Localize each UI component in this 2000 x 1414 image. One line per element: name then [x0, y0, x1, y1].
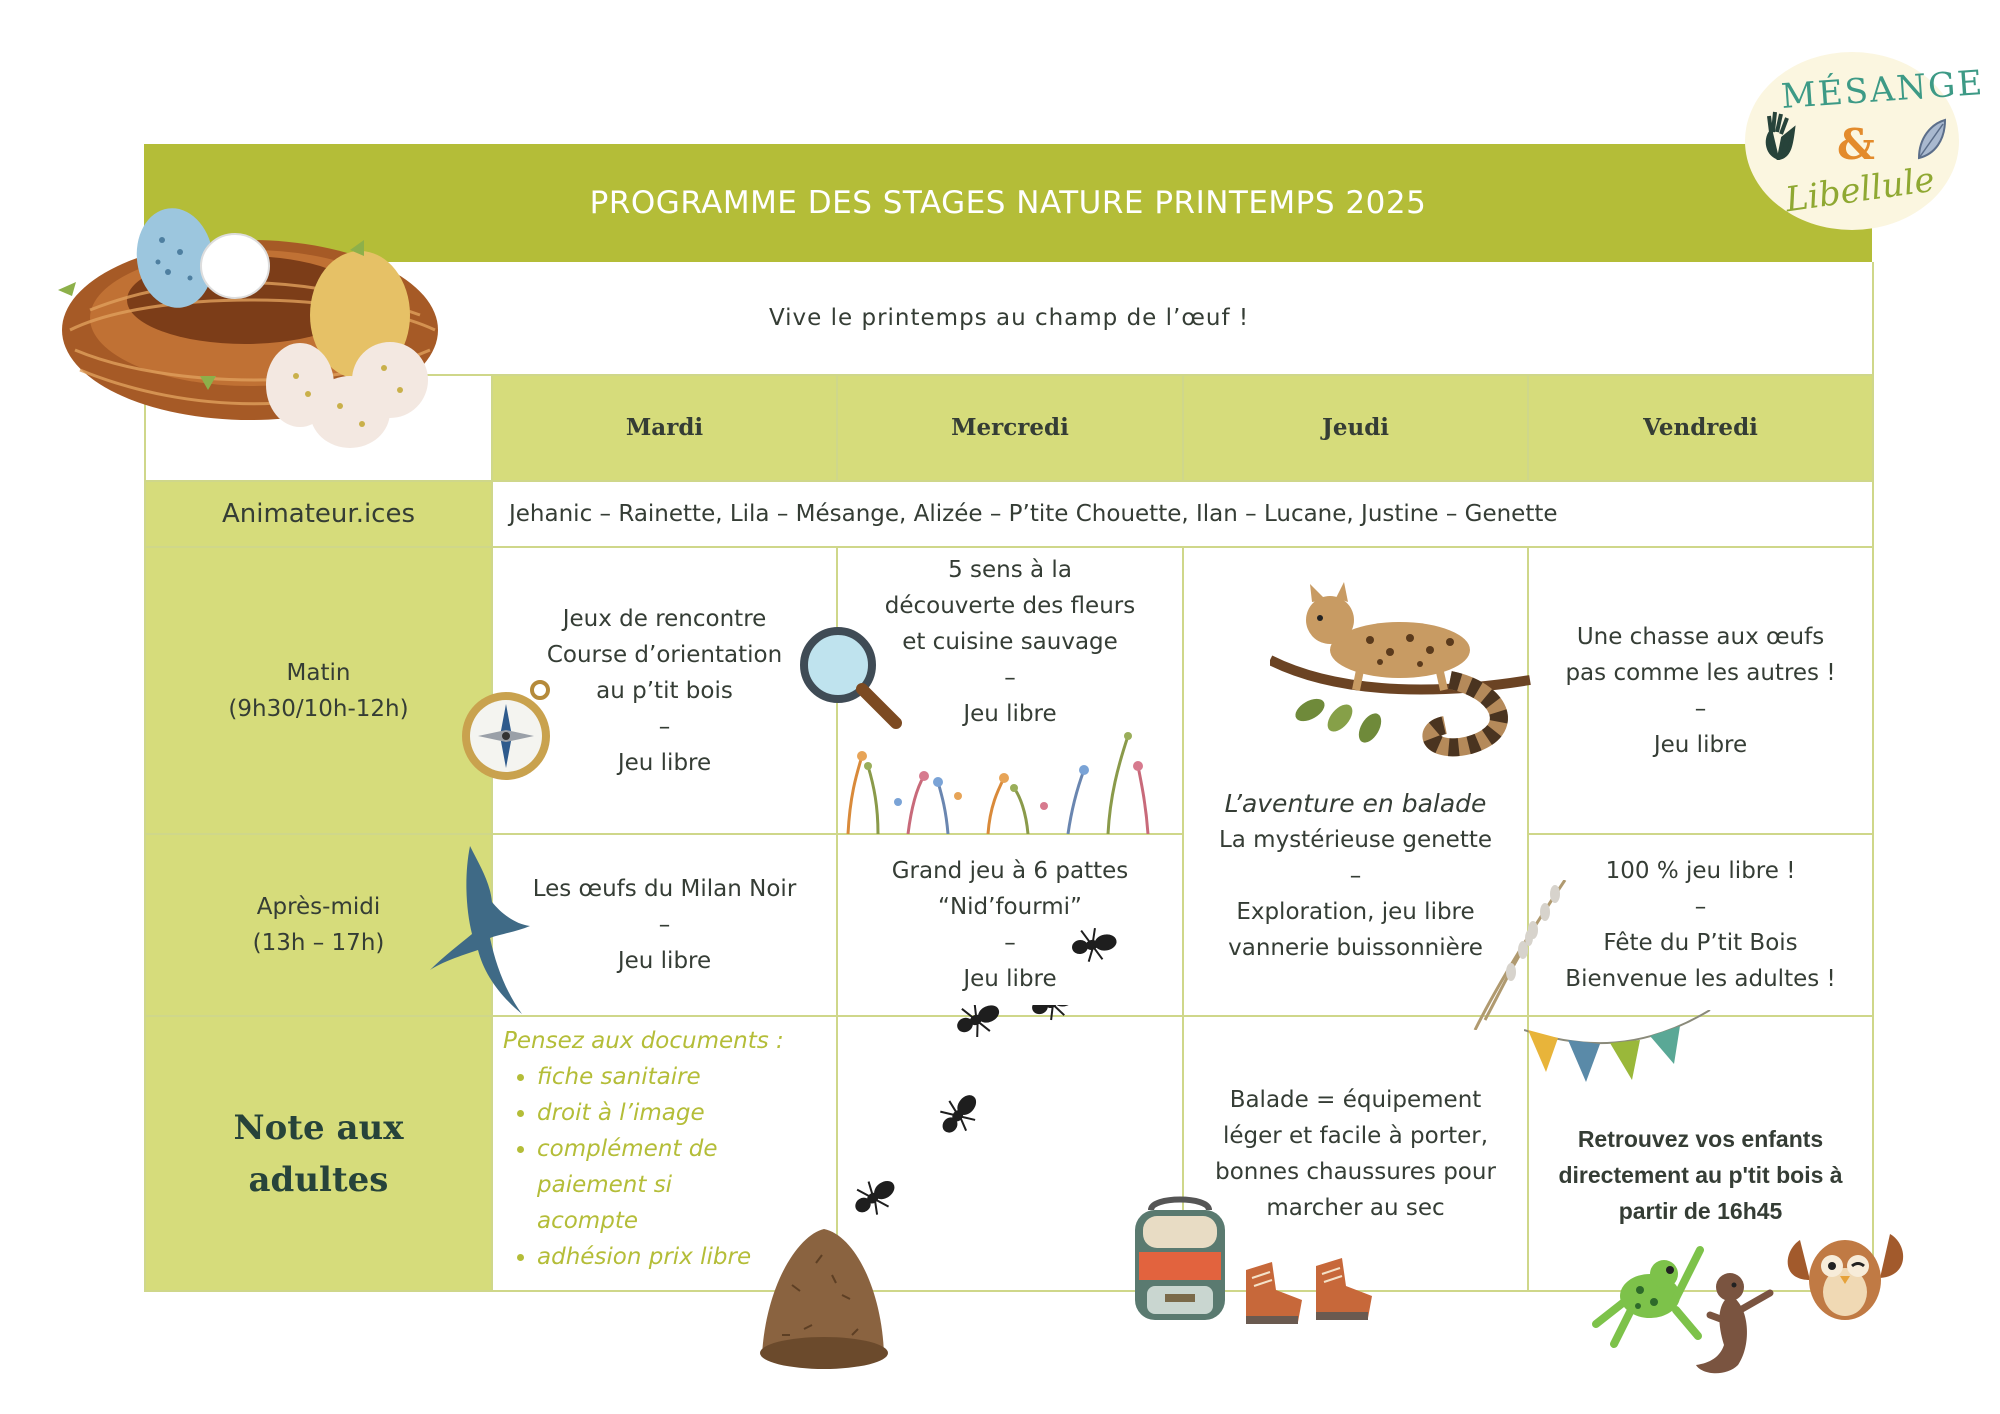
leaf-icon — [1915, 118, 1949, 162]
text-line: Balade = équipement — [1229, 1086, 1482, 1113]
backpack-icon — [1125, 1190, 1235, 1330]
text-line: Une chasse aux œufs — [1576, 623, 1825, 650]
apres-midi-label: Après-midi — [256, 894, 381, 920]
notes-label-2: adultes — [248, 1159, 389, 1200]
text-line: – — [1004, 930, 1016, 956]
row-label-matin — [145, 547, 492, 834]
text-line: Les œufs du Milan Noir — [532, 876, 797, 902]
text-line: et cuisine sauvage — [902, 629, 1118, 655]
cell-matin-vendredi — [1528, 547, 1873, 834]
logo-text-libellule: Libellule — [1782, 159, 1938, 221]
list-item: • fiche sanitaire — [537, 1059, 828, 1095]
text-line: marcher au sec — [1266, 1194, 1445, 1221]
cell-apres-midi-mardi — [492, 834, 837, 1016]
day-header-vendredi: Vendredi — [1528, 375, 1873, 481]
text-line: Fête du P’tit Bois — [1603, 930, 1798, 956]
list-item: • droit à l’image — [537, 1095, 828, 1131]
day-header-mardi: Mardi — [492, 375, 837, 481]
cell-apres-midi-mercredi — [837, 834, 1183, 1016]
text-line: découverte des fleurs — [884, 593, 1136, 619]
nest-eggs-illustration — [50, 180, 450, 450]
text-line: – — [1694, 695, 1707, 722]
text-line: “Nid’fourmi” — [938, 894, 1082, 920]
jeudi-title: L’aventure en balade — [1224, 789, 1487, 818]
text-line: Jeu libre — [617, 749, 712, 776]
text-line: directement au p'tit bois à — [1558, 1162, 1843, 1188]
kite-bird-icon — [430, 846, 540, 1016]
day-header-mercredi: Mercredi — [837, 375, 1183, 481]
text-line: partir de 16h45 — [1618, 1198, 1783, 1224]
bunting-icon — [1524, 1010, 1714, 1115]
text-line: 5 sens à la — [948, 557, 1072, 583]
text-line: bonnes chaussures pour — [1215, 1158, 1496, 1185]
hiking-boots-icon — [1238, 1250, 1378, 1330]
brand-logo — [1745, 52, 1986, 230]
magnifier-icon — [798, 625, 904, 731]
text-line: – — [1349, 863, 1362, 889]
compass-icon — [458, 680, 558, 785]
paw-print-icon — [1759, 110, 1799, 160]
willow-branch-icon — [1465, 880, 1575, 1030]
list-item: • complément de paiement si acompte — [537, 1131, 777, 1239]
text-line: La mystérieuse genette — [1218, 827, 1493, 853]
notes-label-1: Note aux — [233, 1107, 404, 1148]
notes-intro: Pensez aux documents : — [503, 1028, 784, 1054]
text-line: Jeu libre — [963, 966, 1057, 992]
text-line: Jeux de rencontre — [562, 605, 767, 632]
page-subtitle: Vive le printemps au champ de l’œuf ! — [145, 262, 1873, 375]
matin-hours: (9h30/10h-12h) — [228, 695, 409, 722]
text-line: – — [658, 713, 671, 740]
apres-midi-hours: (13h – 17h) — [252, 930, 385, 956]
text-line: Retrouvez vos enfants — [1577, 1126, 1824, 1152]
row-label-notes — [145, 1016, 492, 1291]
otter-icon — [1690, 1265, 1780, 1380]
logo-text-mesange: MÉSANGE — [1779, 62, 1986, 118]
text-line: Grand jeu à 6 pattes — [891, 858, 1129, 884]
logo-ampersand: & — [1837, 120, 1875, 169]
wildflowers-illustration — [838, 726, 1178, 834]
program-title: PROGRAMME DES STAGES NATURE PRINTEMPS 2025 — [589, 185, 1427, 221]
text-line: au p’tit bois — [596, 677, 733, 704]
ant-icon — [1070, 925, 1130, 965]
text-line: 100 % jeu libre ! — [1605, 858, 1796, 884]
text-line: Jeu libre — [1653, 731, 1748, 758]
text-line: pas comme les autres ! — [1565, 659, 1836, 686]
animateurs-label: Animateur.ices — [145, 481, 492, 547]
text-line: vannerie buissonnière — [1228, 935, 1483, 961]
text-line: – — [1694, 894, 1707, 920]
genet-illustration — [1270, 580, 1540, 760]
day-header-jeudi: Jeudi — [1183, 375, 1528, 481]
anthill-illustration — [752, 1225, 892, 1375]
text-line: léger et facile à porter, — [1222, 1122, 1489, 1149]
text-line: Course d’orientation — [546, 641, 783, 668]
cell-apres-midi-vendredi — [1528, 834, 1873, 1016]
list-item: • adhésion prix libre — [537, 1239, 828, 1275]
animateurs-value: Jehanic – Rainette, Lila – Mésange, Alizée – P’tite Chouette, Ilan – Lucane, Justine – Genette — [492, 481, 1873, 547]
text-line: Jeu libre — [963, 701, 1057, 727]
ants-illustration — [845, 1005, 1105, 1220]
matin-label: Matin — [286, 659, 351, 686]
text-line: Jeu libre — [617, 948, 712, 974]
text-line: – — [1004, 665, 1016, 691]
text-line: – — [658, 912, 671, 938]
text-line: Exploration, jeu libre — [1236, 899, 1475, 925]
owl-icon — [1780, 1220, 1910, 1330]
text-line: Bienvenue les adultes ! — [1565, 966, 1836, 992]
